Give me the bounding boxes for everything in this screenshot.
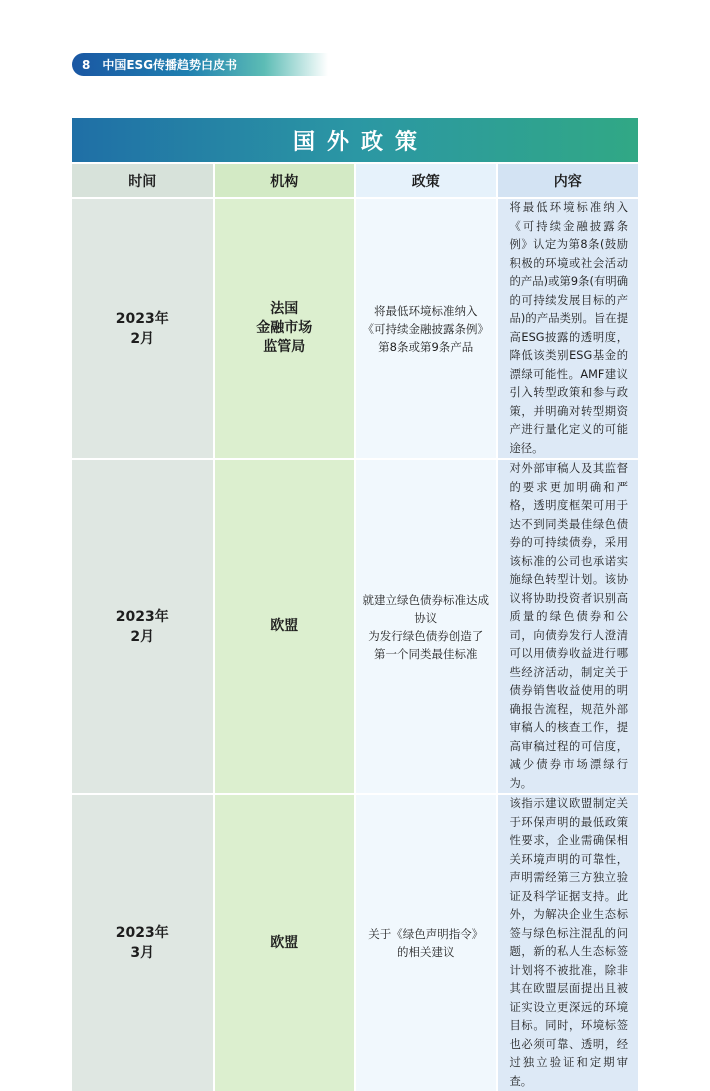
table-row [72, 460, 638, 793]
policy-line: 的相关建议 [397, 945, 455, 959]
time-month: 2月 [130, 330, 155, 347]
org-line: 金融市场 [256, 320, 313, 336]
cell-time [72, 199, 214, 458]
time-month: 2月 [130, 628, 155, 645]
cell-time [72, 460, 214, 793]
time-year: 2023年 [115, 925, 169, 941]
policy-line: 关于《绿色声明指令》 [368, 927, 484, 941]
column-header-policy: 政策 [355, 164, 497, 197]
cell-org [214, 795, 356, 1091]
table-row [72, 795, 638, 1091]
policy-table-container [72, 118, 638, 1091]
org-line: 法国 [270, 301, 299, 317]
column-header-content: 内容 [497, 164, 639, 197]
cell-content: 对外部审稿人及其监督的要求更加明确和严格，透明度框架可用于达不到同类最佳绿色债券的可持续债券，采用该标准的公司也承诺实施绿色转型计划。该协议将协助投资者识别高质量的绿色债券和公司，向债券发行人澄清可以用债券收益进行哪些经济活动，制定关于债券销售收益使用的明确报告流程，规范外部审稿人的核查工作，提高审稿过程的可信度，减少债券市场漂绿行为。 [497, 460, 639, 793]
org-line: 欧盟 [270, 934, 299, 951]
column-header-time: 时间 [72, 164, 214, 197]
time-year: 2023年 [115, 310, 169, 327]
cell-policy [355, 199, 497, 458]
page-number: 8 [82, 57, 91, 72]
table-header-row [72, 164, 638, 197]
cell-org [214, 460, 356, 793]
policy-line: 为发行绿色债券创造了 [368, 628, 484, 643]
table-title: 国外政策 [72, 118, 638, 162]
policy-table [72, 162, 638, 1091]
policy-line: 《可持续金融披露条例》 [362, 321, 489, 336]
cell-time [72, 795, 214, 1091]
policy-line: 就建立绿色债券标准达成协议 [362, 592, 489, 625]
cell-content: 将最低环境标准纳入《可持续金融披露条例》认定为第8条(鼓励积极的环境或社会活动的产品)或第9条(有明确的可持续发展目标的产品)的产品类别。旨在提高ESG披露的透明度，降低该类别ESG基金的漂绿可能性。AMF建议引入转型政策和参与政策，并明确对转型期资产进行量化定义的可能途径。 [497, 199, 639, 458]
cell-policy [355, 460, 497, 793]
cell-policy [355, 795, 497, 1091]
policy-line: 第一个同类最佳标准 [374, 646, 478, 661]
cell-content: 该指示建议欧盟制定关于环保声明的最低政策性要求，企业需确保相关环境声明的可靠性，声明需经第三方独立验证及科学证据支持。此外，为解决企业生态标签与绿色标注混乱的问题，新的私人生态标签计划将不被批准，除非其在欧盟层面提出且被证实设立更深远的环境目标。同时，环境标签也必须可靠、透明，经过独立验证和定期审查。 [497, 795, 639, 1091]
org-line: 监管局 [263, 339, 306, 355]
document-title: 中国ESG传播趋势白皮书 [102, 58, 238, 72]
org-line: 欧盟 [270, 618, 299, 634]
column-header-org: 机构 [214, 164, 356, 197]
page-header-band [72, 53, 328, 76]
policy-line: 将最低环境标准纳入 [374, 303, 478, 318]
cell-org [214, 199, 356, 458]
time-year: 2023年 [115, 608, 169, 625]
policy-line: 第8条或第9条产品 [378, 339, 474, 354]
table-row [72, 199, 638, 458]
time-month: 3月 [130, 945, 155, 961]
